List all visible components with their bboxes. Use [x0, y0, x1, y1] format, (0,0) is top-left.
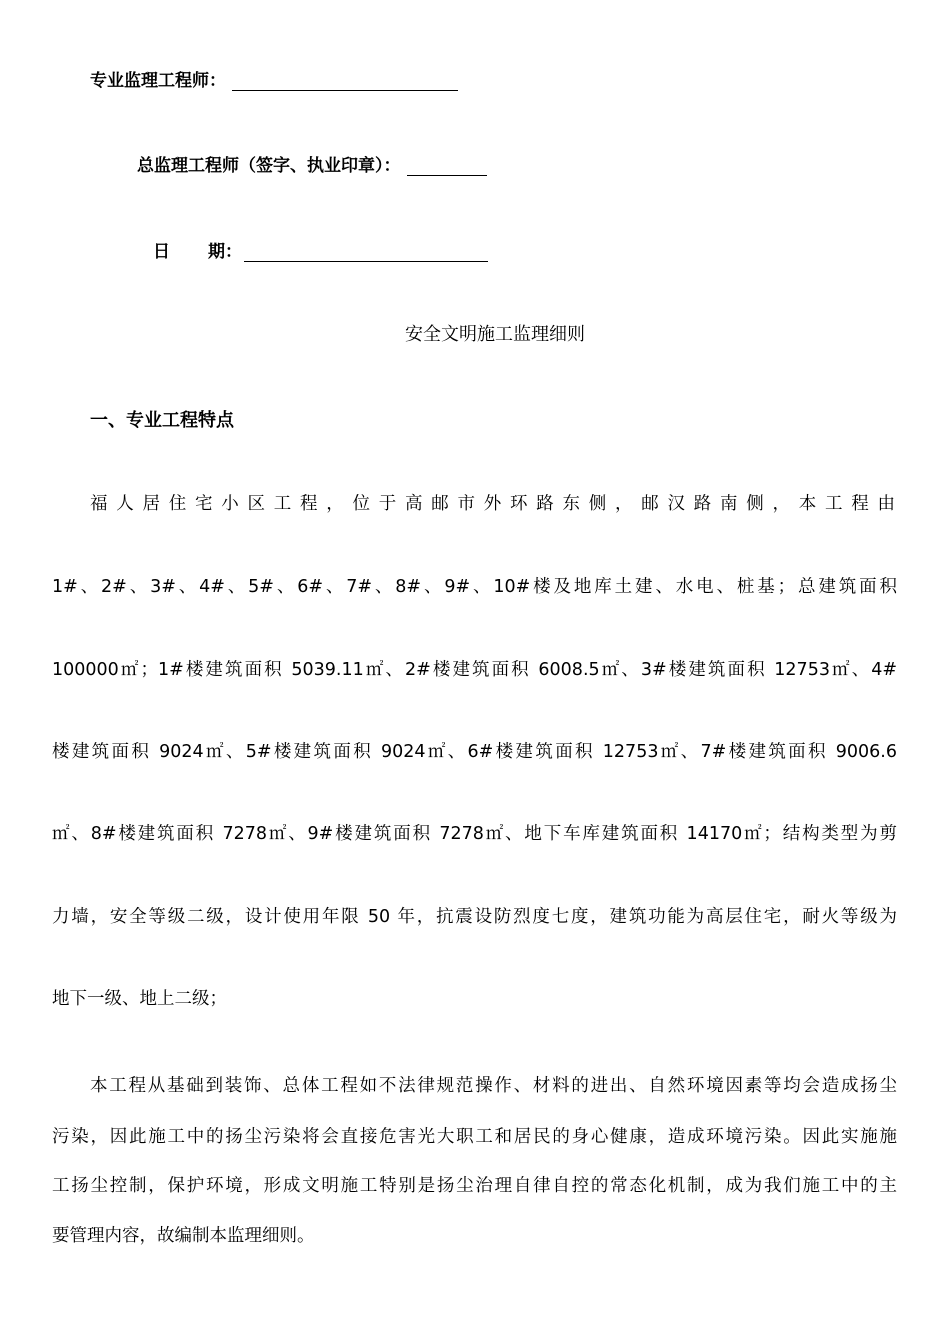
document-title: 安全文明施工监理细则 [405, 324, 585, 345]
paragraph-line: 污染，因此施工中的扬尘污染将会直接危害光大职工和居民的身心健康，造成环境污染。因此实施施 [52, 1127, 897, 1147]
date-label-period: 期： [208, 242, 242, 262]
paragraph-line: 力墙，安全等级二级，设计使用年限 50 年，抗震设防烈度七度，建筑功能为高层住宅，耐火等级为 [52, 907, 897, 927]
section-heading: 一、专业工程特点 [90, 410, 234, 431]
chief-signature-blank [407, 155, 487, 176]
engineer-signature-blank [232, 70, 458, 91]
chief-signature-label: 总监理工程师（签字、执业印章）： [137, 156, 401, 176]
date-blank [244, 241, 488, 262]
chief-signature-line [137, 151, 487, 176]
paragraph-line: 1#、2#、3#、4#、5#、6#、7#、8#、9#、10#楼及地库土建、水电、桩基；总建筑面积 [52, 577, 897, 597]
paragraph-line: 福人居住宅小区工程，位于高邮市外环路东侧，邮汉路南侧，本工程由 [90, 494, 897, 514]
engineer-signature-label: 专业监理工程师： [90, 71, 226, 91]
paragraph-line: 工扬尘控制，保护环境，形成文明施工特别是扬尘治理自律自控的常态化机制，成为我们施工中的主 [52, 1176, 897, 1196]
engineer-signature-line [90, 66, 458, 91]
paragraph-line: 要管理内容，故编制本监理细则。 [52, 1226, 315, 1246]
date-label-day: 日 [153, 242, 170, 262]
paragraph-line: 楼建筑面积 9024㎡、5#楼建筑面积 9024㎡、6#楼建筑面积 12753㎡、7#楼建筑面积 9006.6 [52, 742, 897, 762]
paragraph-line: 地下一级、地上二级； [52, 989, 227, 1009]
date-line [153, 237, 488, 262]
paragraph-line: 本工程从基础到装饰、总体工程如不法律规范操作、材料的进出、自然环境因素等均会造成扬尘 [90, 1076, 897, 1096]
paragraph-line: 100000㎡；1#楼建筑面积 5039.11㎡、2#楼建筑面积 6008.5㎡、3#楼建筑面积 12753㎡、4# [52, 660, 897, 680]
paragraph-line: ㎡、8#楼建筑面积 7278㎡、9#楼建筑面积 7278㎡、地下车库建筑面积 14170㎡；结构类型为剪 [52, 824, 897, 844]
